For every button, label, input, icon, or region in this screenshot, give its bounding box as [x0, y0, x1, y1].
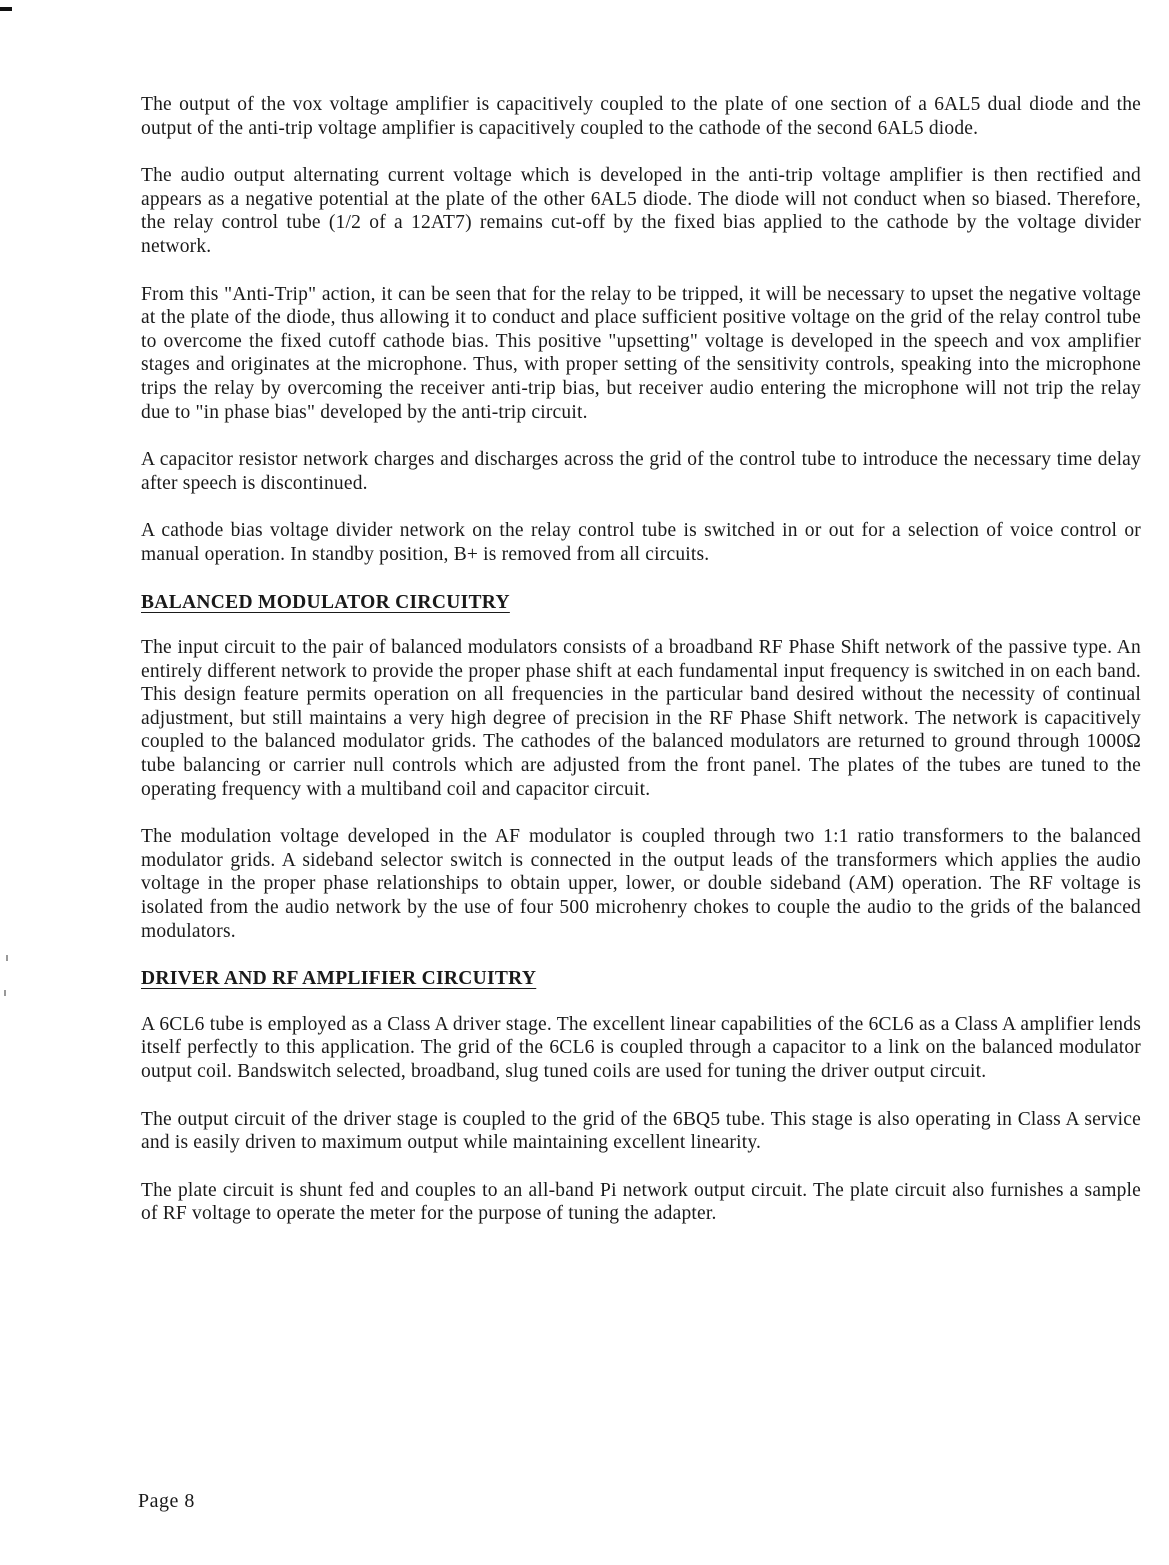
- paragraph-driver-stage: A 6CL6 tube is employed as a Class A driver stage. The excellent linear capabilities of the 6CL6 as a Class A amplifier lends itself perfectly to this application. The grid of the 6CL6 is coupled through a capacitor to a link on the balanced modulator output coil. Bandswitch selected, broadband, slug tuned coils are used for tuning the driver output circuit.: [141, 1013, 1141, 1082]
- paragraph-output-circuit: The output circuit of the driver stage is coupled to the grid of the 6BQ5 tube. This stage is also operating in Class A service and is easily driven to maximum output while maintaining excellent linearity.: [141, 1108, 1141, 1154]
- paragraph-cathode-bias: A cathode bias voltage divider network on the relay control tube is switched in or out for a selection of voice control or manual operation. In standby position, B+ is removed from all circuits.: [141, 520, 1141, 565]
- paragraph-time-delay: A capacitor resistor network charges and discharges across the grid of the control tube to introduce the necessary time delay after speech is discontinued.: [141, 449, 1141, 494]
- paragraph-anti-trip-rectification: The audio output alternating current voltage which is developed in the anti-trip voltage amplifier is then rectified and appears as a negative potential at the plate of the other 6AL5 diode. The diode will not conduct when so biased. Therefore, the relay control tube (1/2 of a 12AT7) remains cut-off by the fixed bias applied to the cathode by the voltage divider network.: [141, 165, 1141, 257]
- section-heading-balanced-modulator: BALANCED MODULATOR CIRCUITRY: [141, 591, 510, 613]
- paragraph-modulation-voltage: The modulation voltage developed in the AF modulator is coupled through two 1:1 ratio transformers to the balanced modulator grids. A sideband selector switch is connected in the output leads of the transformers which applies the audio voltage in the proper phase relationships to obtain upper, lower, or double sideband (AM) operation. The RF voltage is isolated from the audio network by the use of four 500 microhenry chokes to couple the audio to the grids of the balanced modulators.: [141, 826, 1141, 942]
- section-balanced-modulator: [141, 591, 1141, 944]
- document-page: [141, 93, 1141, 1250]
- scan-speck: [4, 990, 6, 996]
- section-heading-driver-rf-amplifier: DRIVER AND RF AMPLIFIER CIRCUITRY: [141, 968, 537, 990]
- paragraph-plate-circuit: The plate circuit is shunt fed and couples to an all-band Pi network output circuit. The plate circuit also furnishes a sample of RF voltage to operate the meter for the purpose of tuning the adapter.: [141, 1179, 1141, 1225]
- scan-corner-mark: [0, 7, 12, 11]
- section-driver-rf-amplifier: [141, 967, 1141, 1226]
- paragraph-vox-coupling: The output of the vox voltage amplifier is capacitively coupled to the plate of one section of a 6AL5 dual diode and the output of the anti-trip voltage amplifier is capacitively coupled to the cathode of the second 6AL5 diode.: [141, 94, 1141, 139]
- paragraph-anti-trip-action: From this "Anti-Trip" action, it can be seen that for the relay to be tripped, it will be necessary to upset the negative voltage at the plate of the diode, thus allowing it to conduct and place sufficient positive voltage on the grid of the relay control tube to overcome the fixed cutoff cathode bias. This positive "upsetting" voltage is developed in the speech and vox amplifier stages and originates at the microphone. Thus, with proper setting of the sensitivity controls, speaking into the microphone trips the relay by overcoming the receiver anti-trip bias, but receiver audio entering the microphone will not trip the relay due to "in phase bias" developed by the anti-trip circuit.: [141, 283, 1141, 423]
- page-number: Page 8: [138, 1490, 195, 1512]
- paragraph-phase-shift-network: The input circuit to the pair of balanced modulators consists of a broadband RF Phase Shift network of the passive type. An entirely different network to provide the proper phase shift at each fundamental input frequency is switched in on each band. This design feature permits operation on all frequencies in the particular band desired without the necessity of continual adjustment, but still maintains a very high degree of precision in the RF Phase Shift network. The network is capacitively coupled to the balanced modulator grids. The cathodes of the balanced modulators are returned to ground through 1000Ω tube balancing or carrier null controls which are adjusted from the front panel. The plates of the tubes are tuned to the operating frequency with a multiband coil and capacitor circuit.: [141, 637, 1141, 800]
- scan-speck: [6, 955, 8, 961]
